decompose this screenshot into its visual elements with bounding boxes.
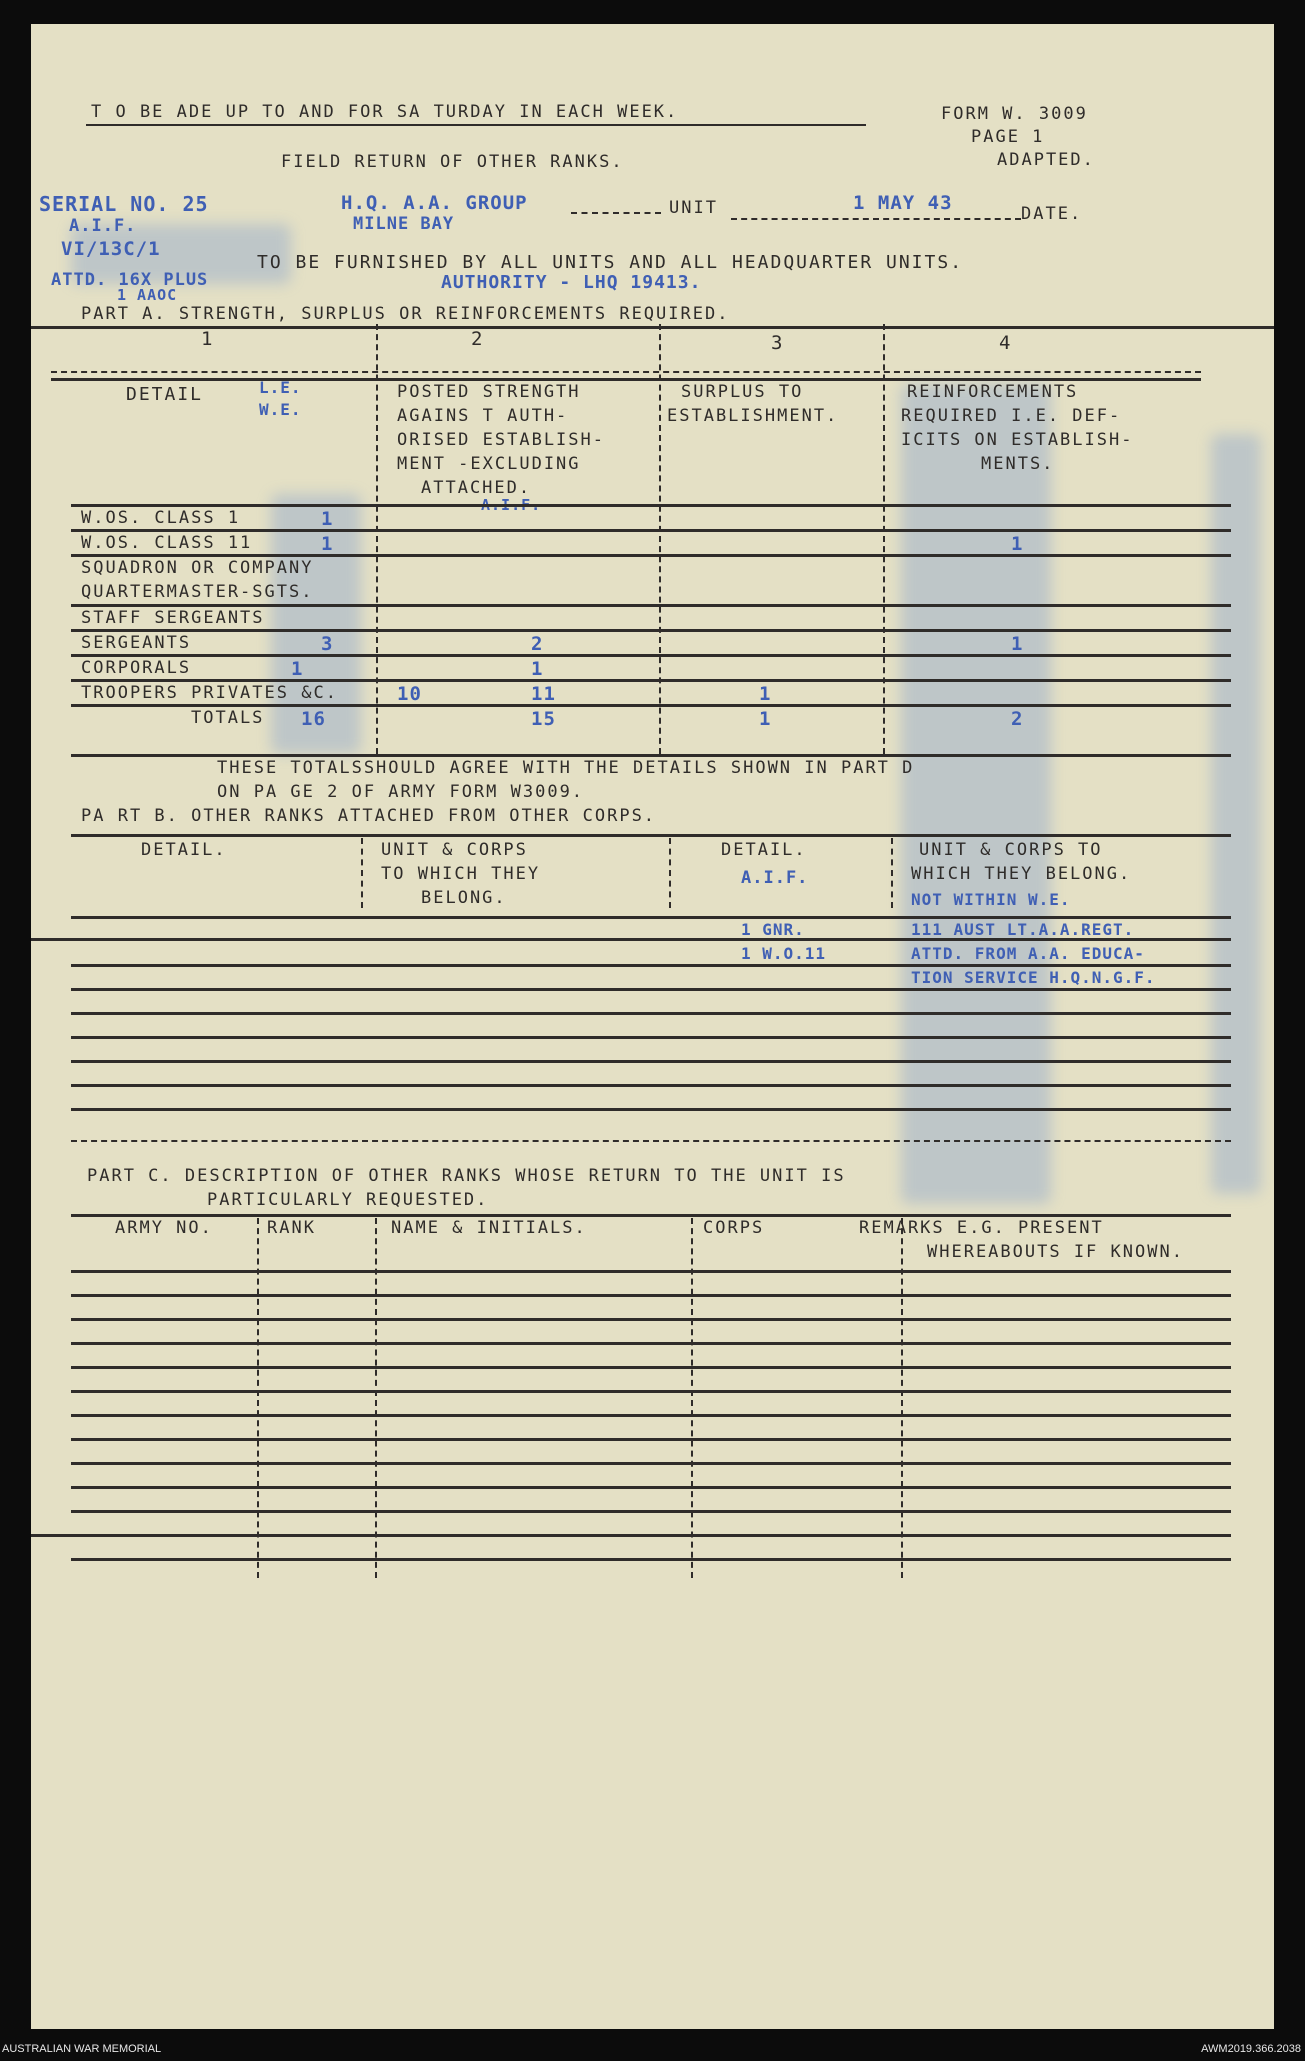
totals-label: TOTALS bbox=[191, 708, 265, 728]
row-we: 1 bbox=[321, 533, 334, 555]
rule bbox=[71, 1084, 1231, 1087]
part-b-col4-1: UNIT & CORPS TO bbox=[919, 840, 1103, 860]
entry-detail: 1 W.O.11 bbox=[741, 944, 827, 963]
col4-header-3: ICITS ON ESTABLISH- bbox=[901, 430, 1134, 450]
date-label: DATE. bbox=[1021, 204, 1083, 224]
col2-ink-aif: A.I.F. bbox=[481, 496, 542, 514]
col-divider bbox=[669, 838, 671, 908]
document-page bbox=[31, 24, 1274, 2029]
col-number-4: 4 bbox=[999, 332, 1013, 354]
rule bbox=[71, 1486, 1231, 1489]
part-c-col-corps: CORPS bbox=[703, 1218, 765, 1238]
entry-detail: 1 GNR. bbox=[741, 920, 805, 939]
stamp-date: 1 MAY 43 bbox=[853, 192, 953, 214]
part-b-col2-3: BELONG. bbox=[421, 888, 507, 908]
form-page: PAGE 1 bbox=[971, 127, 1045, 147]
rule bbox=[31, 938, 1231, 941]
part-c-col-remarks-2: WHEREABOUTS IF KNOWN. bbox=[927, 1242, 1184, 1262]
rule bbox=[71, 1294, 1231, 1297]
rule bbox=[71, 1270, 1231, 1273]
row-label: SQUADRON OR COMPANY bbox=[81, 558, 314, 578]
part-c-heading-1: PART C. DESCRIPTION OF OTHER RANKS WHOSE RETURN TO THE UNIT IS bbox=[87, 1166, 846, 1186]
rule bbox=[71, 754, 1231, 757]
col4-header-4: MENTS. bbox=[981, 454, 1055, 474]
col-number-1: 1 bbox=[201, 328, 215, 350]
entry-unit-cont: TION SERVICE H.Q.N.G.F. bbox=[911, 968, 1156, 987]
rule bbox=[71, 1036, 1231, 1039]
row-we: 3 bbox=[321, 633, 334, 655]
part-c-col-army-no: ARMY NO. bbox=[115, 1218, 213, 1238]
row-label: SERGEANTS bbox=[81, 633, 192, 653]
totals-note-1: THESE TOTALSSHOULD AGREE WITH THE DETAILS SHOWN IN PART D bbox=[217, 758, 915, 778]
row-label: STAFF SERGEANTS bbox=[81, 608, 265, 628]
rule bbox=[71, 1510, 1231, 1513]
rule bbox=[71, 1438, 1231, 1441]
ink-smear bbox=[1211, 434, 1261, 1194]
form-adapted: ADAPTED. bbox=[997, 150, 1095, 170]
ink-smear bbox=[901, 384, 1051, 1204]
part-c-heading-2: PARTICULARLY REQUESTED. bbox=[207, 1190, 489, 1210]
part-b-col2-2: TO WHICH THEY bbox=[381, 864, 541, 884]
rule bbox=[71, 1366, 1231, 1369]
rule bbox=[71, 916, 1231, 919]
furnish-instruction: TO BE FURNISHED BY ALL UNITS AND ALL HEADQUARTER UNITS. bbox=[257, 252, 964, 273]
rule bbox=[71, 529, 1231, 532]
row-surplus: 1 bbox=[759, 683, 772, 705]
col4-header-2: REQUIRED I.E. DEF- bbox=[901, 406, 1122, 426]
col3-header-1: SURPLUS TO bbox=[681, 382, 804, 402]
stamp-serial: SERIAL NO. 25 bbox=[39, 192, 209, 216]
rule bbox=[71, 1060, 1231, 1063]
rule bbox=[71, 1318, 1231, 1321]
row-we: 1 bbox=[321, 508, 334, 530]
part-c-col-rank: RANK bbox=[267, 1218, 316, 1238]
rule bbox=[71, 1108, 1231, 1111]
stamp-attd: ATTD. 16X PLUS bbox=[51, 270, 209, 290]
footer-right: AWM2019.366.2038 bbox=[1201, 2043, 1301, 2055]
part-b-heading: PA RT B. OTHER RANKS ATTACHED FROM OTHER CORPS. bbox=[81, 806, 657, 826]
row-label: W.OS. CLASS 11 bbox=[81, 533, 253, 553]
rule bbox=[31, 1534, 1231, 1537]
col-number-3: 3 bbox=[771, 332, 785, 354]
rule bbox=[71, 504, 1231, 507]
rule bbox=[71, 964, 1231, 967]
unit-dotted-line bbox=[571, 212, 661, 214]
rule bbox=[71, 654, 1231, 657]
stamp-authority: AUTHORITY - LHQ 19413. bbox=[441, 272, 702, 293]
rule bbox=[71, 1414, 1231, 1417]
part-b-ink-aif: A.I.F. bbox=[741, 868, 809, 888]
part-b-not-within: NOT WITHIN W.E. bbox=[911, 890, 1071, 909]
row-reinf: 1 bbox=[1011, 533, 1024, 555]
stamp-aif: A.I.F. bbox=[69, 216, 137, 236]
rule bbox=[71, 1390, 1231, 1393]
col2-header-4: MENT -EXCLUDING bbox=[397, 454, 581, 474]
form-number: FORM W. 3009 bbox=[941, 104, 1088, 124]
rule bbox=[71, 1140, 1231, 1142]
row-label: TROOPERS PRIVATES &C. bbox=[81, 683, 338, 703]
col4-header-1: REINFORCEMENTS bbox=[907, 382, 1079, 402]
date-dotted-line bbox=[731, 218, 1021, 220]
totals-posted: 15 bbox=[531, 708, 556, 730]
col2-header-2: AGAINS T AUTH- bbox=[397, 406, 569, 426]
rule bbox=[31, 326, 1274, 329]
rule bbox=[71, 679, 1231, 682]
col-divider bbox=[361, 838, 363, 908]
part-c-col-remarks: REMARKS E.G. PRESENT bbox=[859, 1218, 1104, 1238]
stamp-unit: H.Q. A.A. GROUP bbox=[341, 192, 528, 214]
col-divider bbox=[376, 324, 378, 754]
col-number-2: 2 bbox=[471, 328, 485, 350]
rule bbox=[71, 1012, 1231, 1015]
form-title: FIELD RETURN OF OTHER RANKS. bbox=[281, 152, 624, 172]
rule bbox=[71, 1342, 1231, 1345]
rule bbox=[71, 554, 1231, 557]
row-reinf: 1 bbox=[1011, 633, 1024, 655]
row-we: 1 bbox=[291, 658, 304, 680]
part-b-col2-1: UNIT & CORPS bbox=[381, 840, 528, 860]
rule bbox=[71, 604, 1231, 607]
row-posted: 11 bbox=[531, 683, 556, 705]
entry-unit: 111 AUST LT.A.A.REGT. bbox=[911, 920, 1135, 939]
stamp-place: MILNE BAY bbox=[353, 214, 455, 234]
rule bbox=[71, 1462, 1231, 1465]
part-b-col4-2: WHICH THEY BELONG. bbox=[911, 864, 1132, 884]
totals-note-2: ON PA GE 2 OF ARMY FORM W3009. bbox=[217, 782, 585, 802]
col2-header-1: POSTED STRENGTH bbox=[397, 382, 581, 402]
row-label: QUARTERMASTER-SGTS. bbox=[81, 582, 314, 602]
col2-header-3: ORISED ESTABLISH- bbox=[397, 430, 605, 450]
part-b-col3: DETAIL. bbox=[721, 840, 807, 860]
part-b-detail-label: DETAIL. bbox=[141, 840, 227, 860]
row-we: 10 bbox=[397, 683, 422, 705]
row-posted: 1 bbox=[531, 658, 544, 680]
we-label: W.E. bbox=[259, 400, 302, 419]
col-divider bbox=[883, 324, 885, 754]
col3-header-2: ESTABLISHMENT. bbox=[667, 406, 839, 426]
rule bbox=[51, 371, 1201, 373]
unit-label: UNIT bbox=[669, 198, 718, 218]
col-divider bbox=[659, 324, 661, 754]
rule bbox=[71, 988, 1231, 991]
rule bbox=[51, 378, 1201, 381]
col2-header-5: ATTACHED. bbox=[421, 478, 532, 498]
rule bbox=[71, 629, 1231, 632]
form-instruction: T O BE ADE UP TO AND FOR SA TURDAY IN EACH WEEK. bbox=[91, 102, 679, 122]
rule bbox=[71, 704, 1231, 707]
rule bbox=[71, 1214, 1231, 1217]
totals-surplus: 1 bbox=[759, 708, 772, 730]
row-label: W.OS. CLASS 1 bbox=[81, 508, 241, 528]
footer-left: AUSTRALIAN WAR MEMORIAL bbox=[2, 2043, 162, 2055]
entry-unit: ATTD. FROM A.A. EDUCA- bbox=[911, 944, 1145, 963]
col-divider bbox=[891, 838, 893, 908]
totals-reinf: 2 bbox=[1011, 708, 1024, 730]
le-label: L.E. bbox=[259, 378, 302, 397]
rule bbox=[71, 834, 1231, 837]
stamp-aaoc: 1 AAOC bbox=[117, 286, 178, 304]
row-label: CORPORALS bbox=[81, 658, 192, 678]
totals-we: 16 bbox=[301, 708, 326, 730]
detail-label: DETAIL bbox=[126, 384, 204, 405]
part-c-col-name: NAME & INITIALS. bbox=[391, 1218, 587, 1238]
instruction-underline bbox=[86, 124, 866, 126]
row-posted: 2 bbox=[531, 633, 544, 655]
stamp-vi: VI/13C/1 bbox=[61, 238, 161, 260]
rule bbox=[71, 1558, 1231, 1561]
part-a-heading: PART A. STRENGTH, SURPLUS OR REINFORCEMENTS REQUIRED. bbox=[81, 304, 730, 324]
